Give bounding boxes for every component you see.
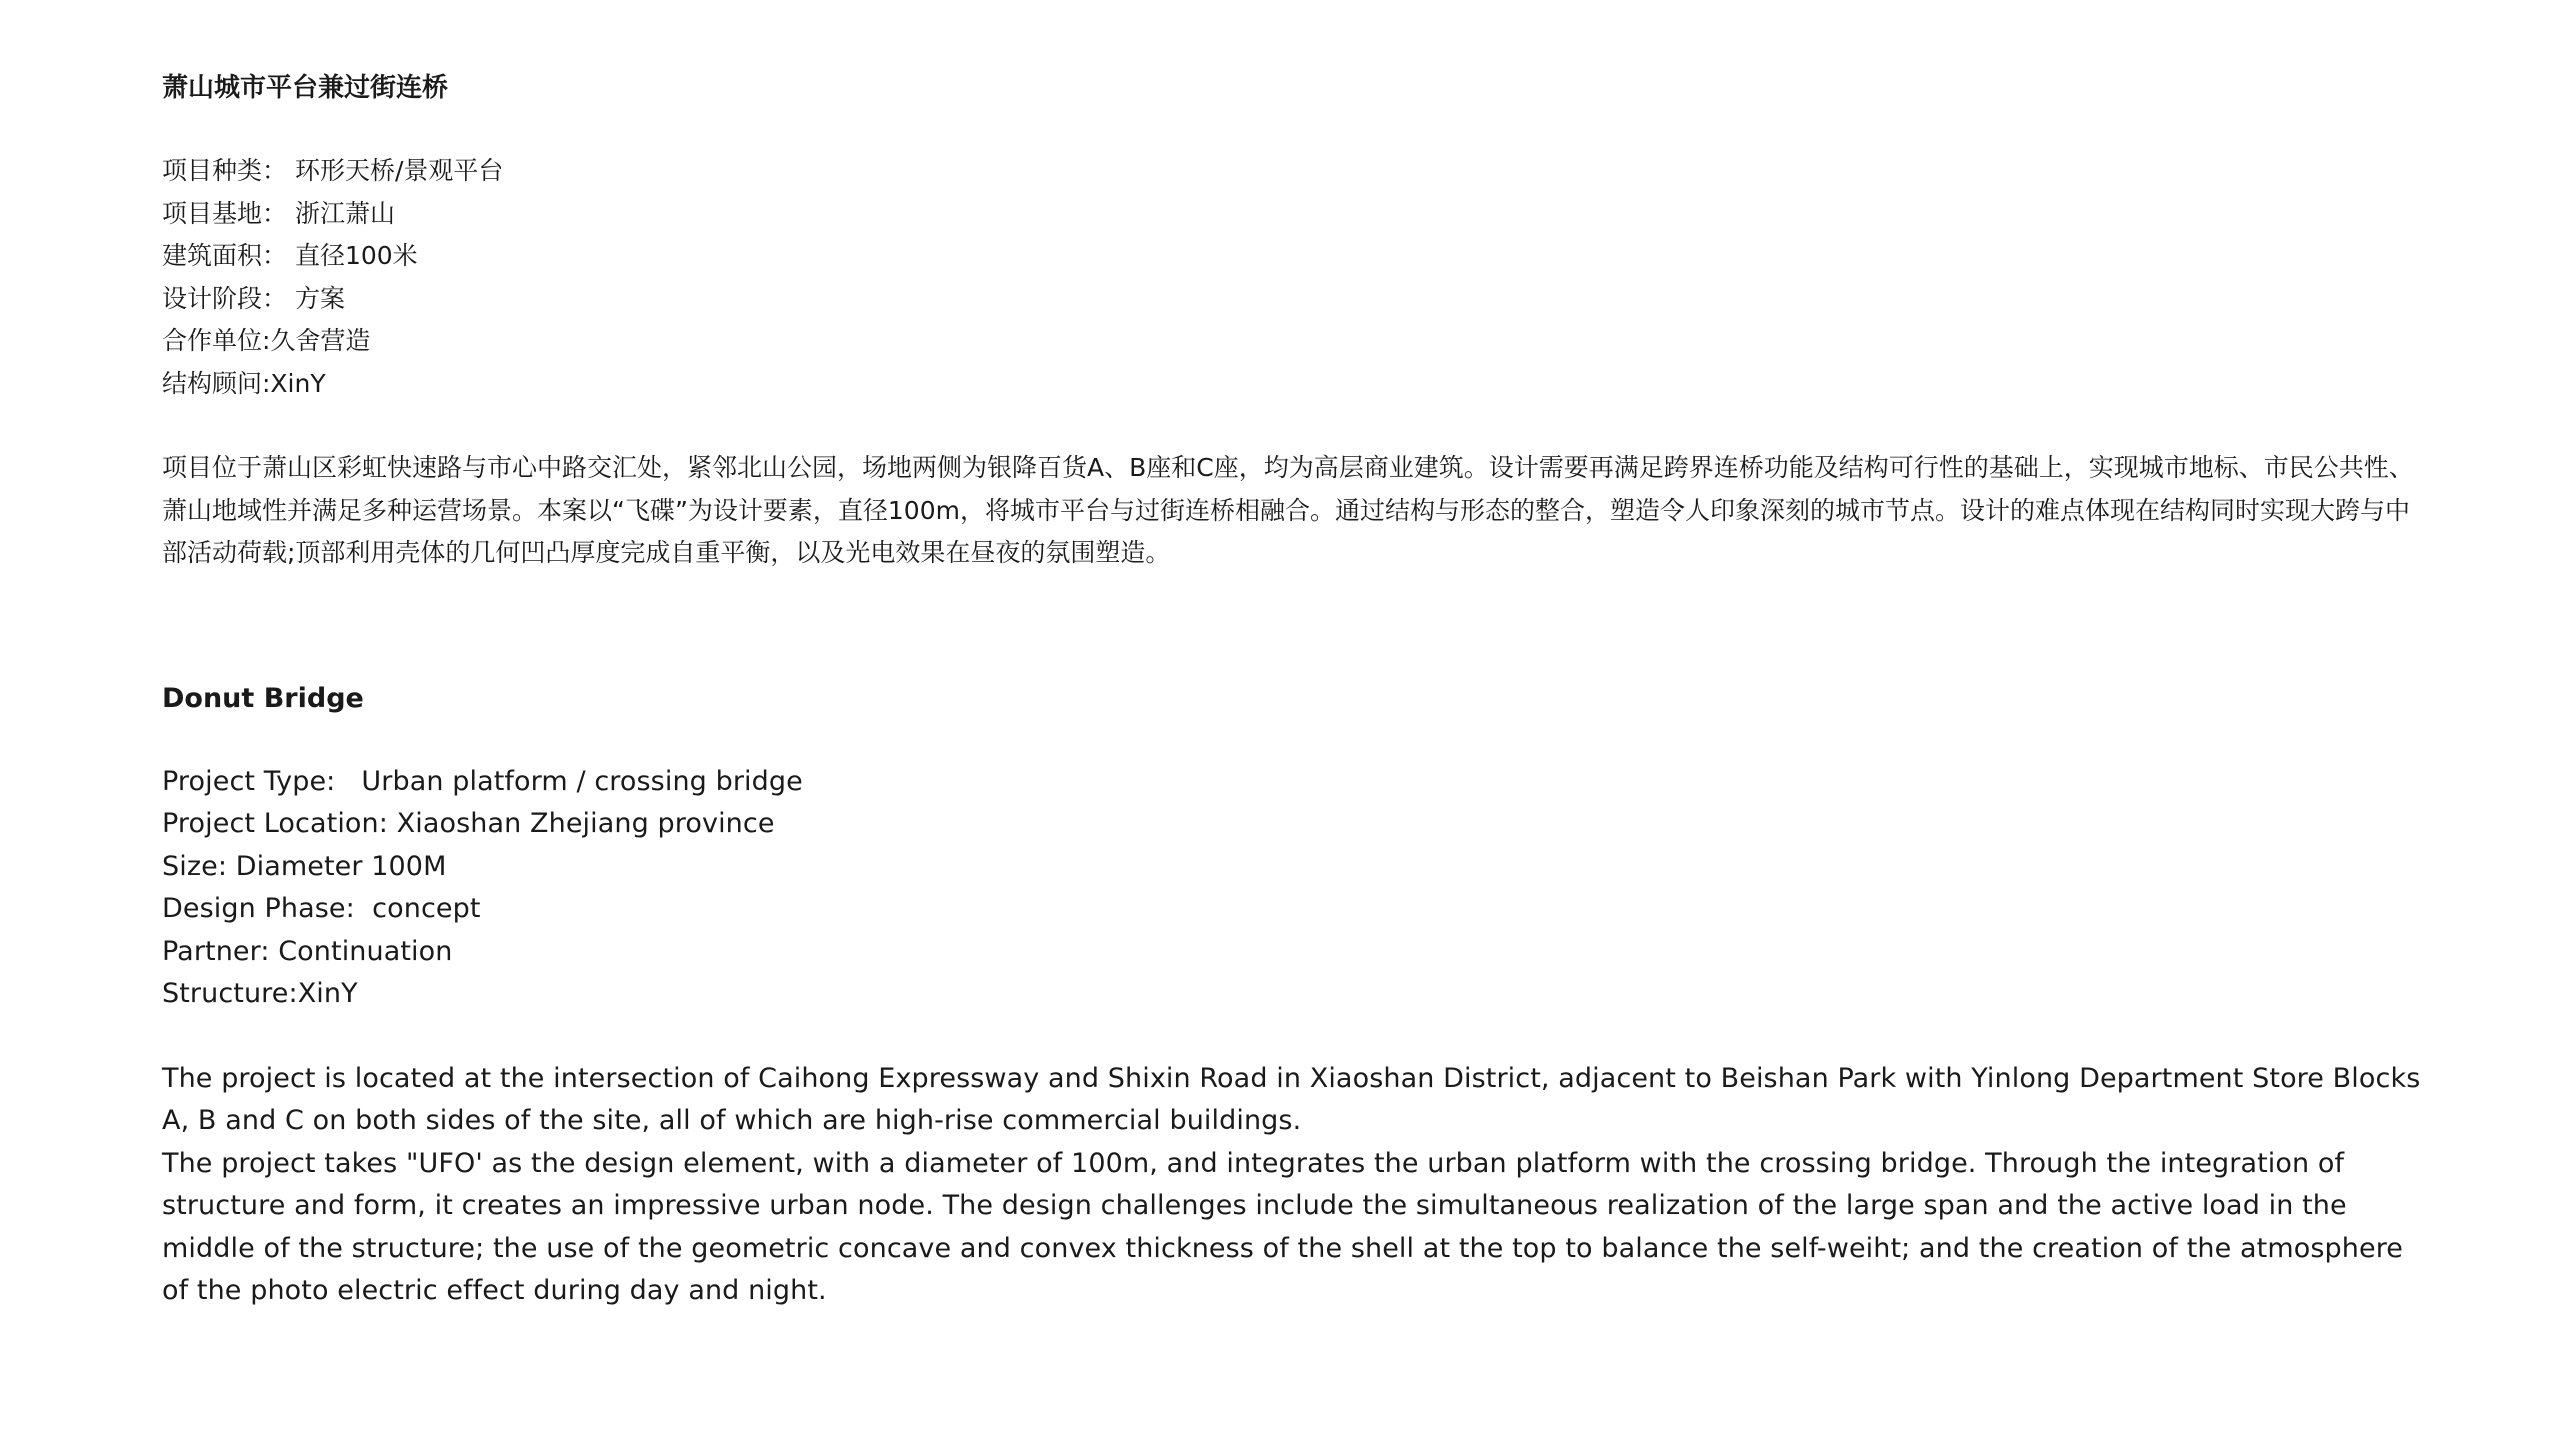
chinese-section bbox=[162, 66, 2422, 575]
english-meta-type: Project Type: Urban platform / crossing bridge bbox=[162, 765, 803, 797]
chinese-meta-phase: 设计阶段： 方案 bbox=[162, 283, 345, 313]
english-meta-size: Size: Diameter 100M bbox=[162, 850, 447, 882]
chinese-title: 萧山城市平台兼过街连桥 bbox=[162, 73, 449, 103]
english-title: Donut Bridge bbox=[162, 682, 364, 714]
chinese-description: 项目位于萧山区彩虹快速路与市心中路交汇处，紧邻北山公园，场地两侧为银降百货A、B座和C座，均为高层商业建筑。设计需要再满足跨界连桥功能及结构可行性的基础上，实现城市地标、市民公共性、萧山地域性并满足多种运营场景。本案以“飞碟”为设计要素，直径100m，将城市平台与过街连桥相融合。通过结构与形态的整合，塑造令人印象深刻的城市节点。设计的难点体现在结构同时实现大跨与中部活动荷载;顶部利用壳体的几何凹凸厚度完成自重平衡，以及光电效果在昼夜的氛围塑造。 bbox=[162, 453, 2414, 567]
chinese-meta-area: 建筑面积： 直径100米 bbox=[162, 241, 418, 270]
english-meta-location: Project Location: Xiaoshan Zhejiang province bbox=[162, 808, 775, 839]
chinese-meta-list bbox=[162, 150, 2422, 405]
english-description-1: The project is located at the intersection of Caihong Expressway and Shixin Road in Xiaoshan District, adjacent to Beishan Park with Yinlong Department Store Blocks A, B and C on both sides of the site, all of which are high-rise commercial buildings. bbox=[162, 1062, 2421, 1136]
chinese-meta-structure: 结构顾问:XinY bbox=[162, 368, 326, 398]
chinese-meta-location: 项目基地： 浙江萧山 bbox=[162, 198, 395, 228]
document-page bbox=[162, 66, 2422, 1313]
english-section bbox=[162, 677, 2422, 1313]
english-meta-list bbox=[162, 761, 2422, 1016]
chinese-meta-type: 项目种类： 环形天桥/景观平台 bbox=[162, 156, 504, 185]
english-description-2: The project takes "UFO' as the design element, with a diameter of 100m, and integrates the urban platform with the crossing bridge. Through the integration of structure and form, it creates an impressive urban node. The design challenges include the simultaneous realization of the large span and the active load in the middle of the structure; the use of the geometric concave and convex thickness of the shell at the top to balance the self-weiht; and the creation of the atmosphere of the photo electric effect during day and night. bbox=[162, 1147, 2404, 1306]
english-meta-partner: Partner: Continuation bbox=[162, 935, 453, 967]
chinese-meta-partner: 合作单位:久舍营造 bbox=[162, 326, 371, 355]
english-meta-structure: Structure:XinY bbox=[162, 978, 358, 1009]
english-meta-phase: Design Phase: concept bbox=[162, 893, 481, 924]
